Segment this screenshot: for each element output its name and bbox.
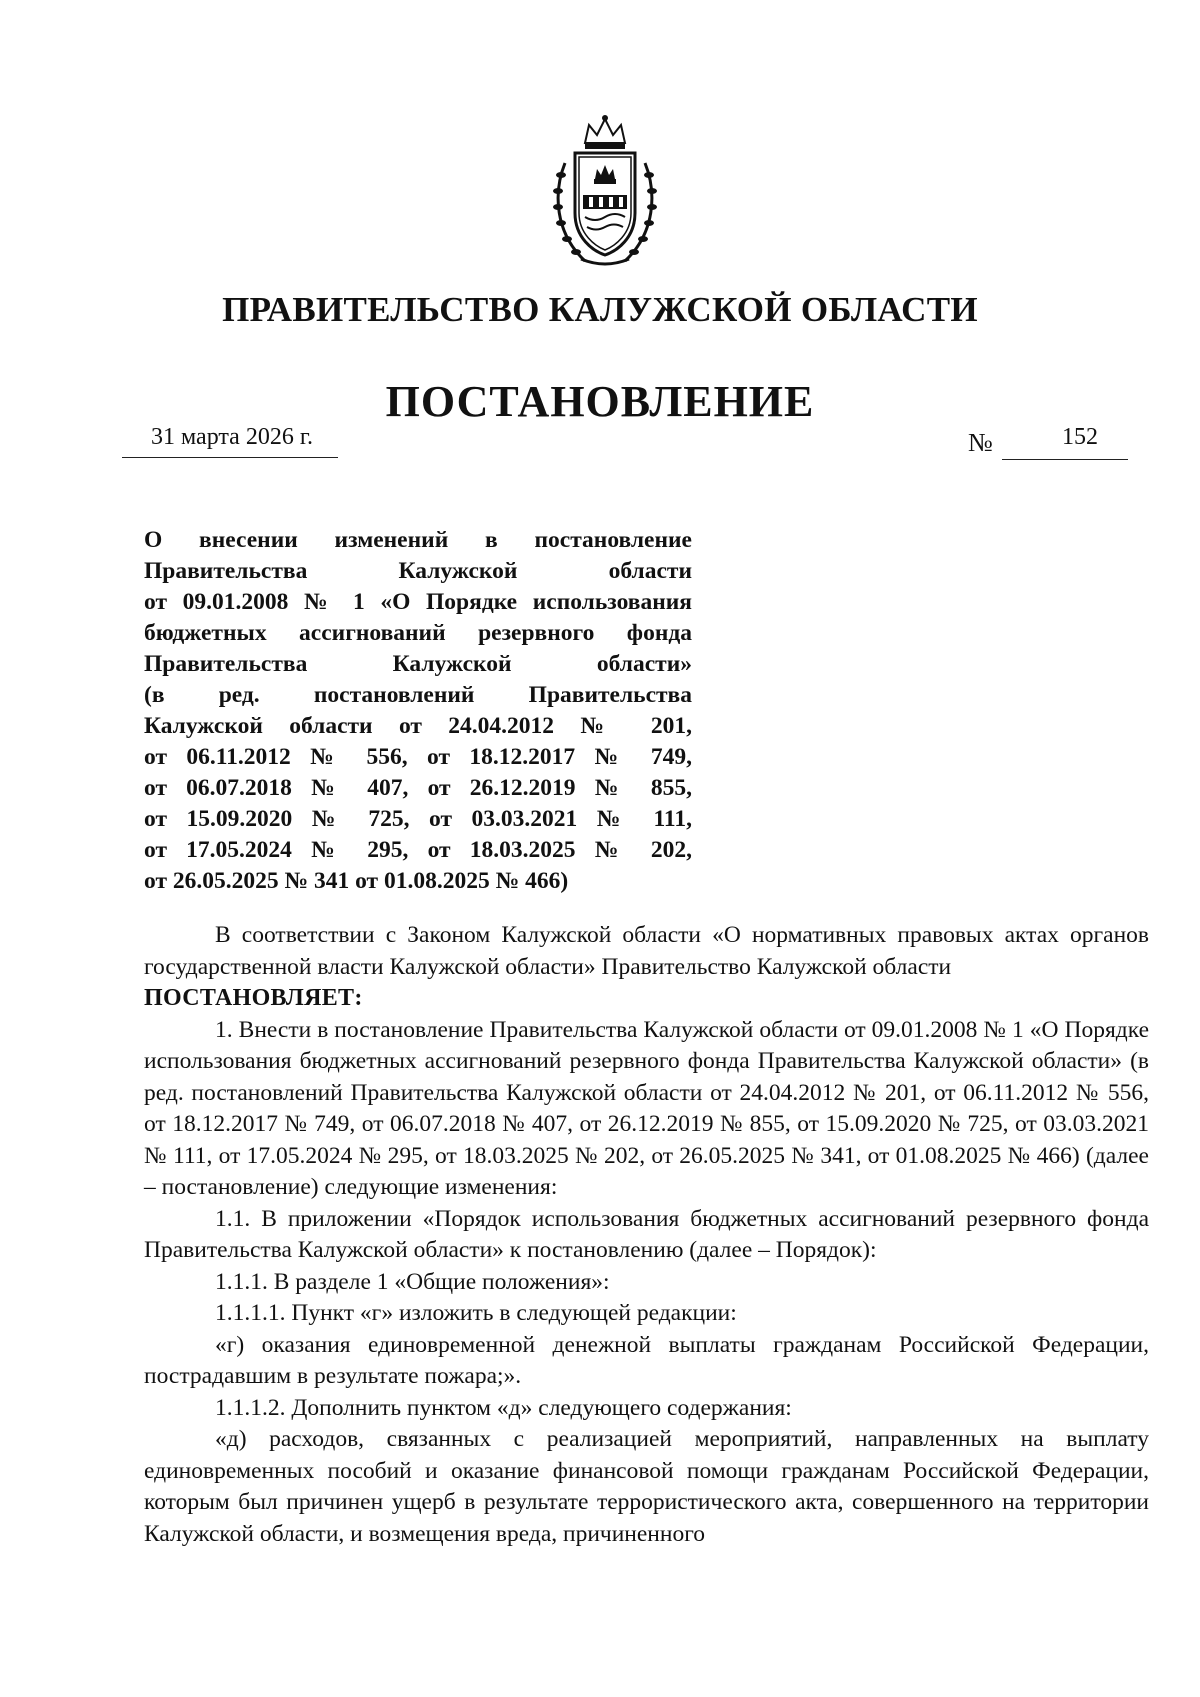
subject-line: от 09.01.2008 № 1 «О Порядке использования [144,589,692,615]
subject-line: бюджетных ассигнований резервного фонда [144,620,692,646]
subject-line: от 06.07.2018 № 407, от 26.12.2019 № 855, [144,775,692,801]
document-number: 152 [1062,424,1098,450]
subject-line: Калужской области от 24.04.2012 № 201, [144,713,692,739]
document-body [144,920,1149,1550]
subject-line: Правительства Калужской области» [144,651,692,677]
clause-1-1-1-2: 1.1.1.2. Дополнить пунктом «д» следующего содержания: [215,1394,792,1421]
government-title: ПРАВИТЕЛЬСТВО КАЛУЖСКОЙ ОБЛАСТИ [222,290,978,329]
preamble-paragraph: В соответствии с Законом Калужской области «О нормативных правовых актах органов государственной власти Калужской области» Правительство Калужской области [144,922,1149,980]
subject-line: (в ред. постановлений Правительства [144,682,692,708]
number-underline [1002,459,1128,460]
subject-line: от 26.05.2025 № 341 от 01.08.2025 № 466) [144,868,569,894]
subject-line: от 15.09.2020 № 725, от 03.03.2021 № 111, [144,806,692,832]
subject-line: от 06.11.2012 № 556, от 18.12.2017 № 749, [144,744,692,770]
subject-line: Правительства Калужской области [144,558,692,584]
clause-1-1-1-1: 1.1.1.1. Пункт «г» изложить в следующей редакции: [215,1300,737,1326]
document-type: ПОСТАНОВЛЕНИЕ [385,377,815,426]
subject-line: О внесении изменений в постановление [144,527,692,553]
coat-of-arms-emblem [545,113,665,273]
decree-word: ПОСТАНОВЛЯЕТ: [144,985,363,1011]
quote-point-g: «г) оказания единовременной денежной выплаты гражданам Российской Федерации, пострадавшим в результате пожара;». [144,1331,1149,1389]
document-date: 31 марта 2026 г. [151,424,313,450]
subject-line: от 17.05.2024 № 295, от 18.03.2025 № 202, [144,837,692,863]
document-subject [144,525,692,897]
date-underline [122,457,338,458]
number-label: № [968,428,993,457]
quote-point-d: «д) расходов, связанных с реализацией мероприятий, направленных на выплату единовременных пособий и оказание финансовой помощи гражданам Российской Федерации, которым был причинен ущерб в результате террористического акта, совершенного на территории Калужской области, и возмещения вреда, причиненного [144,1426,1149,1547]
clause-1-1-1: 1.1.1. В разделе 1 «Общие положения»: [215,1268,610,1295]
clause-1: 1. Внести в постановление Правительства Калужской области от 09.01.2008 № 1 «О Порядке использования бюджетных ассигнований резервного фонда Правительства Калужской области» (в ред. постановлений Правительства Калужской области от 24.04.2012 № 201, от 06.11.2012 № 556, от 18.12.2017 № 749, от 06.07.2018 № 407, от 26.12.2019 № 855, от 15.09.2020 № 725, от 03.03.2021 № 111, от 17.05.2024 № 295, от 18.03.2025 № 202, от 26.05.2025 № 341, от 01.08.2025 № 466) (далее – постановление) следующие изменения: [144,1016,1149,1200]
clause-1-1: 1.1. В приложении «Порядок использования бюджетных ассигнований резервного фонда Правительства Калужской области» к постановлению (далее – Порядок): [144,1205,1149,1263]
